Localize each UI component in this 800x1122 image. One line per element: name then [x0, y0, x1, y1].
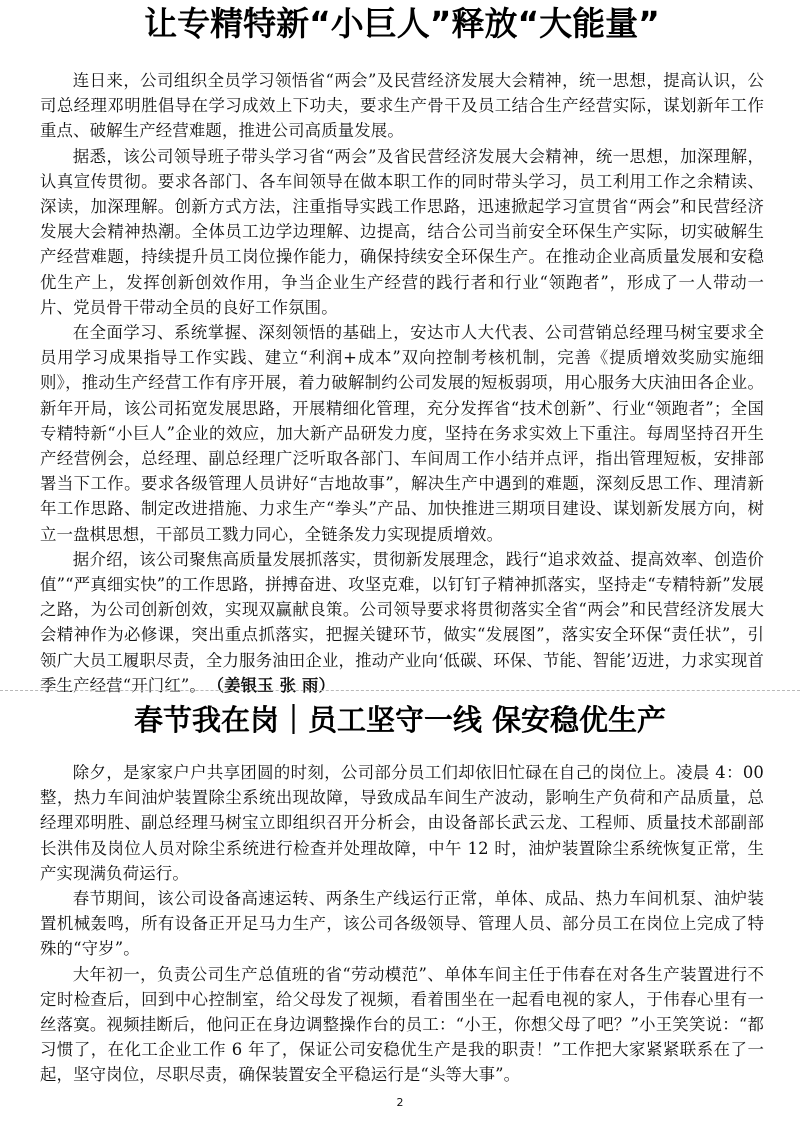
article-2-body: [40, 760, 764, 1088]
page-number: 2: [396, 1096, 404, 1109]
section-divider: [0, 690, 800, 691]
article-2-paragraph-2: 春节期间，该公司设备高速运转、两条生产线运行正常，单体、成品、热力车间机泵、油炉装置机械轰鸣，所有设备正开足马力生产，该公司各级领导、管理人员、部分员工在岗位上完成了特殊的“守岁”。: [40, 889, 764, 959]
article-2-paragraph-3: 大年初一，负责公司生产总值班的省“劳动模范”、单体车间主任于伟春在对各生产装置进行不定时检查后，回到中心控制室，给父母发了视频，看着围坐在一起看电视的家人，于伟春心里有一丝落寞。视频挂断后，他问正在身边调整操作台的员工：“小王，你想父母了吧？”小王笑笑说：“都习惯了，在化工企业工作 6 年了，保证公司安稳优生产是我的职责！”工作把大家紧紧联系在了一起，坚守岗位，尽职尽责，确保装置安全平稳运行是“头等大事”。: [40, 964, 764, 1085]
article-1-paragraph-1: 连日来，公司组织全员学习领悟省“两会”及民营经济发展大会精神，统一思想，提高认识，公司总经理邓明胜倡导在学习成效上下功夫，要求生产骨干及员工结合生产经营实际，谋划新年工作重点、破解生产经营难题，推进公司高质量发展。: [40, 71, 764, 141]
article-1-paragraph-2: 据悉，该公司领导班子带头学习省“两会”及省民营经济发展大会精神，统一思想，加深理解，认真宣传贯彻。要求各部门、各车间领导在做本职工作的同时带头学习，员工利用工作之余精读、深读，加深理解。创新方式方法，注重指导实践工作思路，迅速掀起学习宣贯省“两会”和民营经济发展大会精神热潮。全体员工边学边理解、边提高，结合公司当前安全环保生产实际，切实破解生产经营难题，持续提升员工岗位操作能力，确保持续安全环保生产。在推动企业高质量发展和安稳优生产上，发挥创新创效作用，争当企业生产经营的践行者和行业“领跑者”，形成了一人带动一片、党员骨干带动全员的良好工作氛围。: [40, 146, 764, 317]
article-2-title: 春节我在岗｜员工坚守一线 保安稳优生产: [133, 703, 667, 737]
article-1-paragraph-4: [40, 547, 764, 698]
article-1: [40, 0, 764, 52]
article-1-paragraph-3: 在全面学习、系统掌握、深刻领悟的基础上，安达市人大代表、公司营销总经理马树宝要求全员用学习成果指导工作实践、建立“利润+成本”双向控制考核机制，完善《提质增效奖励实施细则》，推动生产经营工作有序开展，着力破解制约公司发展的短板弱项，用心服务大庆油田各企业。新年开局，该公司拓宽发展思路，开展精细化管理，充分发挥省“技术创新”、行业“领跑者”；全国专精特新“小巨人”企业的效应，加大新产品研发力度，坚持在务求实效上下重注。每周坚持召开生产经营例会，总经理、副总经理广泛听取各部门、车间周工作小结并点评，指出管理短板，安排部署当下工作。要求各级管理人员讲好“吉地故事”，解决生产中遇到的难题，深刻反思工作、理清新年工作思路、制定改进措施、力求生产“拳头”产品、加快推进三期项目建设、谋划新发展方向，树立一盘棋思想，干部员工戮力同心，全链条发力实现提质增效。: [40, 323, 764, 544]
article-1-title: 让专精特新“小巨人”释放“大能量”: [144, 4, 660, 43]
article-1-paragraph-4-text: 据介绍，该公司聚焦高质量发展抓落实，贯彻新发展理念，践行“追求效益、提高效率、创造价值”“严真细实快”的工作思路，拼搏奋进、攻坚克难，以钉钉子精神抓落实，坚持走“专精特新”发展之路，为公司创新创效，实现双赢献良策。公司领导要求将贯彻落实全省“两会”和民营经济发展大会精神作为必修课，突出重点抓落实，把握关键环节，做实“发展图”，落实安全环保“责任状”，引领广大员工履职尽责，全力服务油田企业，推动产业向‘低碳、环保、节能、智能’迈进，力求实现首季生产经营“开门红”。: [40, 549, 764, 695]
article-1-body: [40, 62, 764, 698]
article-2-paragraph-1: 除夕，是家家户户共享团圆的时刻，公司部分员工们却依旧忙碌在自己的岗位上。凌晨 4：00 整，热力车间油炉装置除尘系统出现故障，导致成品车间生产波动，影响生产负荷和产品质量，总经理邓明胜、副总经理马树宝立即组织召开分析会，由设备部长武云龙、工程师、质量技术部副部长洪伟及岗位人员对除尘系统进行检查并处理故障，中午 12 时，油炉装置除尘系统恢复正常，生产实现满负荷运行。: [40, 763, 764, 883]
article-1-byline: （姜银玉 张 雨）: [215, 675, 336, 695]
